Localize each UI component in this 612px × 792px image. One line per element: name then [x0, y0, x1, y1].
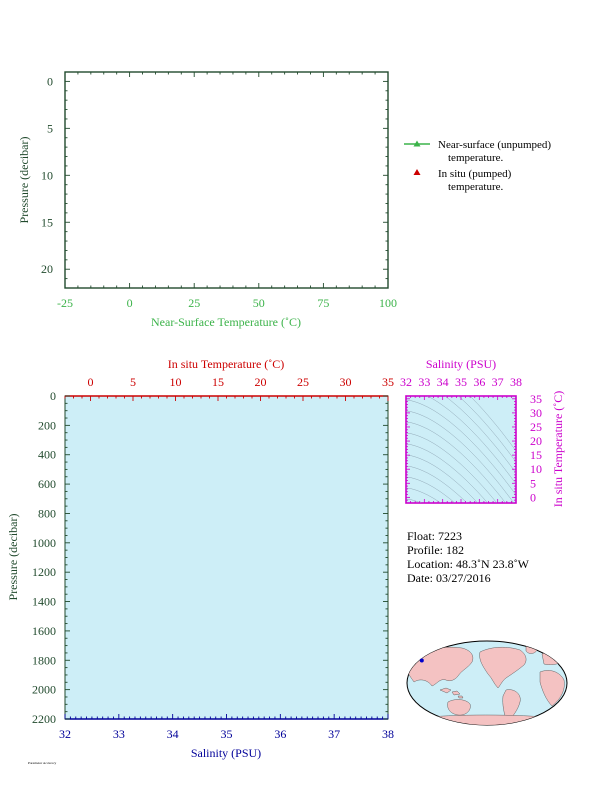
near-surface-y-tick-label: 10 [41, 168, 53, 183]
near-surface-y-tick-label: 5 [47, 121, 53, 136]
legend-label-in-situ-line1: In situ (pumped) [438, 168, 512, 180]
ts-temperature-tick-label: 30 [530, 405, 542, 420]
float-info [407, 529, 530, 585]
near-surface-y-tick-label: 20 [41, 262, 53, 277]
ts-diagram-plot-area [406, 396, 516, 503]
profile-temperature-tick-label: 30 [339, 375, 352, 389]
profile-salinity-tick-label: 32 [59, 727, 71, 741]
profile-pressure-tick-label: 1600 [32, 623, 56, 638]
ts-salinity-tick-label: 35 [455, 375, 467, 389]
profile-pressure-tick-label: 2000 [32, 682, 56, 697]
ts-temperature-tick-label: 15 [530, 448, 542, 463]
ts-temperature-tick-label: 0 [530, 490, 536, 505]
ts-salinity-tick-label: 32 [400, 375, 412, 389]
profile-salinity-tick-label: 36 [274, 727, 287, 741]
ts-salinity-tick-label: 37 [491, 375, 504, 389]
profile-temperature-tick-label: 5 [130, 375, 136, 389]
profile-salinity-tick-label: 38 [382, 727, 394, 741]
ts-salinity-tick-label: 33 [418, 375, 431, 389]
ts-salinity-tick-label: 34 [436, 375, 449, 389]
profile-temperature-tick-label: 25 [297, 375, 309, 389]
near-surface-y-axis-label: Pressure (decibar) [17, 136, 31, 224]
near-surface-legend [404, 139, 551, 193]
near-surface-x-axis-label: Near-Surface Temperature (˚C) [151, 315, 301, 329]
ts-diagram-temperature-axis-label: In situ Temperature (˚C) [551, 390, 565, 508]
profile-panel [6, 357, 394, 760]
near-surface-y-tick-label: 0 [47, 74, 53, 89]
profile-salinity-tick-label: 37 [328, 727, 341, 741]
profile-temperature-tick-label: 35 [382, 375, 394, 389]
profile-temperature-tick-label: 15 [212, 375, 224, 389]
profile-temperature-axis-label: In situ Temperature (˚C) [167, 357, 285, 371]
near-surface-x-tick-label: -25 [57, 296, 73, 310]
world-map [407, 641, 567, 730]
legend-label-near-surface-line1: Near-surface (unpumped) [438, 139, 552, 151]
legend-marker-in-situ [414, 169, 421, 175]
near-surface-temperature-panel [17, 72, 551, 329]
profile-pressure-tick-label: 2200 [32, 712, 56, 726]
footer-note: Parameter Accuracy [28, 761, 57, 765]
near-surface-x-tick-label: 50 [252, 296, 265, 310]
ts-diagram-salinity-axis-label: Salinity (PSU) [425, 357, 497, 371]
profile-pressure-tick-label: 1400 [32, 594, 56, 609]
profile-salinity-tick-label: 34 [166, 727, 179, 741]
profile-pressure-tick-label: 1200 [32, 565, 56, 580]
near-surface-x-tick-label: 100 [379, 296, 397, 310]
ts-salinity-tick-label: 38 [510, 375, 522, 389]
near-surface-x-tick-label: 75 [317, 296, 330, 310]
ts-temperature-tick-label: 35 [530, 391, 542, 406]
ts-temperature-tick-label: 10 [530, 462, 542, 477]
profile-salinity-axis-label: Salinity (PSU) [190, 746, 262, 760]
float-location: Location: 48.3˚N 23.8˚W [407, 557, 529, 571]
profile-temperature-tick-label: 10 [169, 375, 182, 389]
legend-label-in-situ-line2: temperature. [448, 181, 504, 193]
profile-salinity-tick-label: 35 [220, 727, 233, 741]
float-location-marker [420, 659, 424, 663]
profile-temperature-tick-label: 0 [87, 375, 94, 389]
float-id: Float: 7223 [407, 529, 463, 543]
profile-number: Profile: 182 [407, 543, 464, 557]
near-surface-y-tick-label: 15 [41, 215, 53, 230]
profile-date: Date: 03/27/2016 [407, 571, 491, 585]
near-surface-plot-area [65, 72, 388, 288]
ts-salinity-tick-label: 36 [473, 375, 486, 389]
profile-plot-area [65, 396, 388, 719]
profile-pressure-tick-label: 400 [38, 447, 56, 462]
legend-label-near-surface-line2: temperature. [448, 152, 504, 164]
profile-salinity-tick-label: 33 [112, 727, 125, 741]
profile-pressure-axis-label: Pressure (decibar) [6, 513, 20, 601]
ts-temperature-tick-label: 5 [530, 476, 536, 491]
near-surface-x-tick-label: 0 [126, 296, 133, 310]
profile-pressure-tick-label: 200 [38, 418, 56, 433]
profile-pressure-tick-label: 800 [38, 506, 56, 521]
ts-temperature-tick-label: 20 [530, 434, 542, 449]
profile-pressure-tick-label: 1000 [32, 535, 56, 550]
float-location-dot [420, 659, 424, 663]
profile-pressure-tick-label: 0 [50, 389, 56, 403]
profile-temperature-tick-label: 20 [254, 375, 267, 389]
near-surface-x-tick-label: 25 [188, 296, 201, 310]
ts-temperature-tick-label: 25 [530, 419, 542, 434]
profile-pressure-tick-label: 600 [38, 477, 56, 492]
profile-pressure-tick-label: 1800 [32, 653, 56, 668]
